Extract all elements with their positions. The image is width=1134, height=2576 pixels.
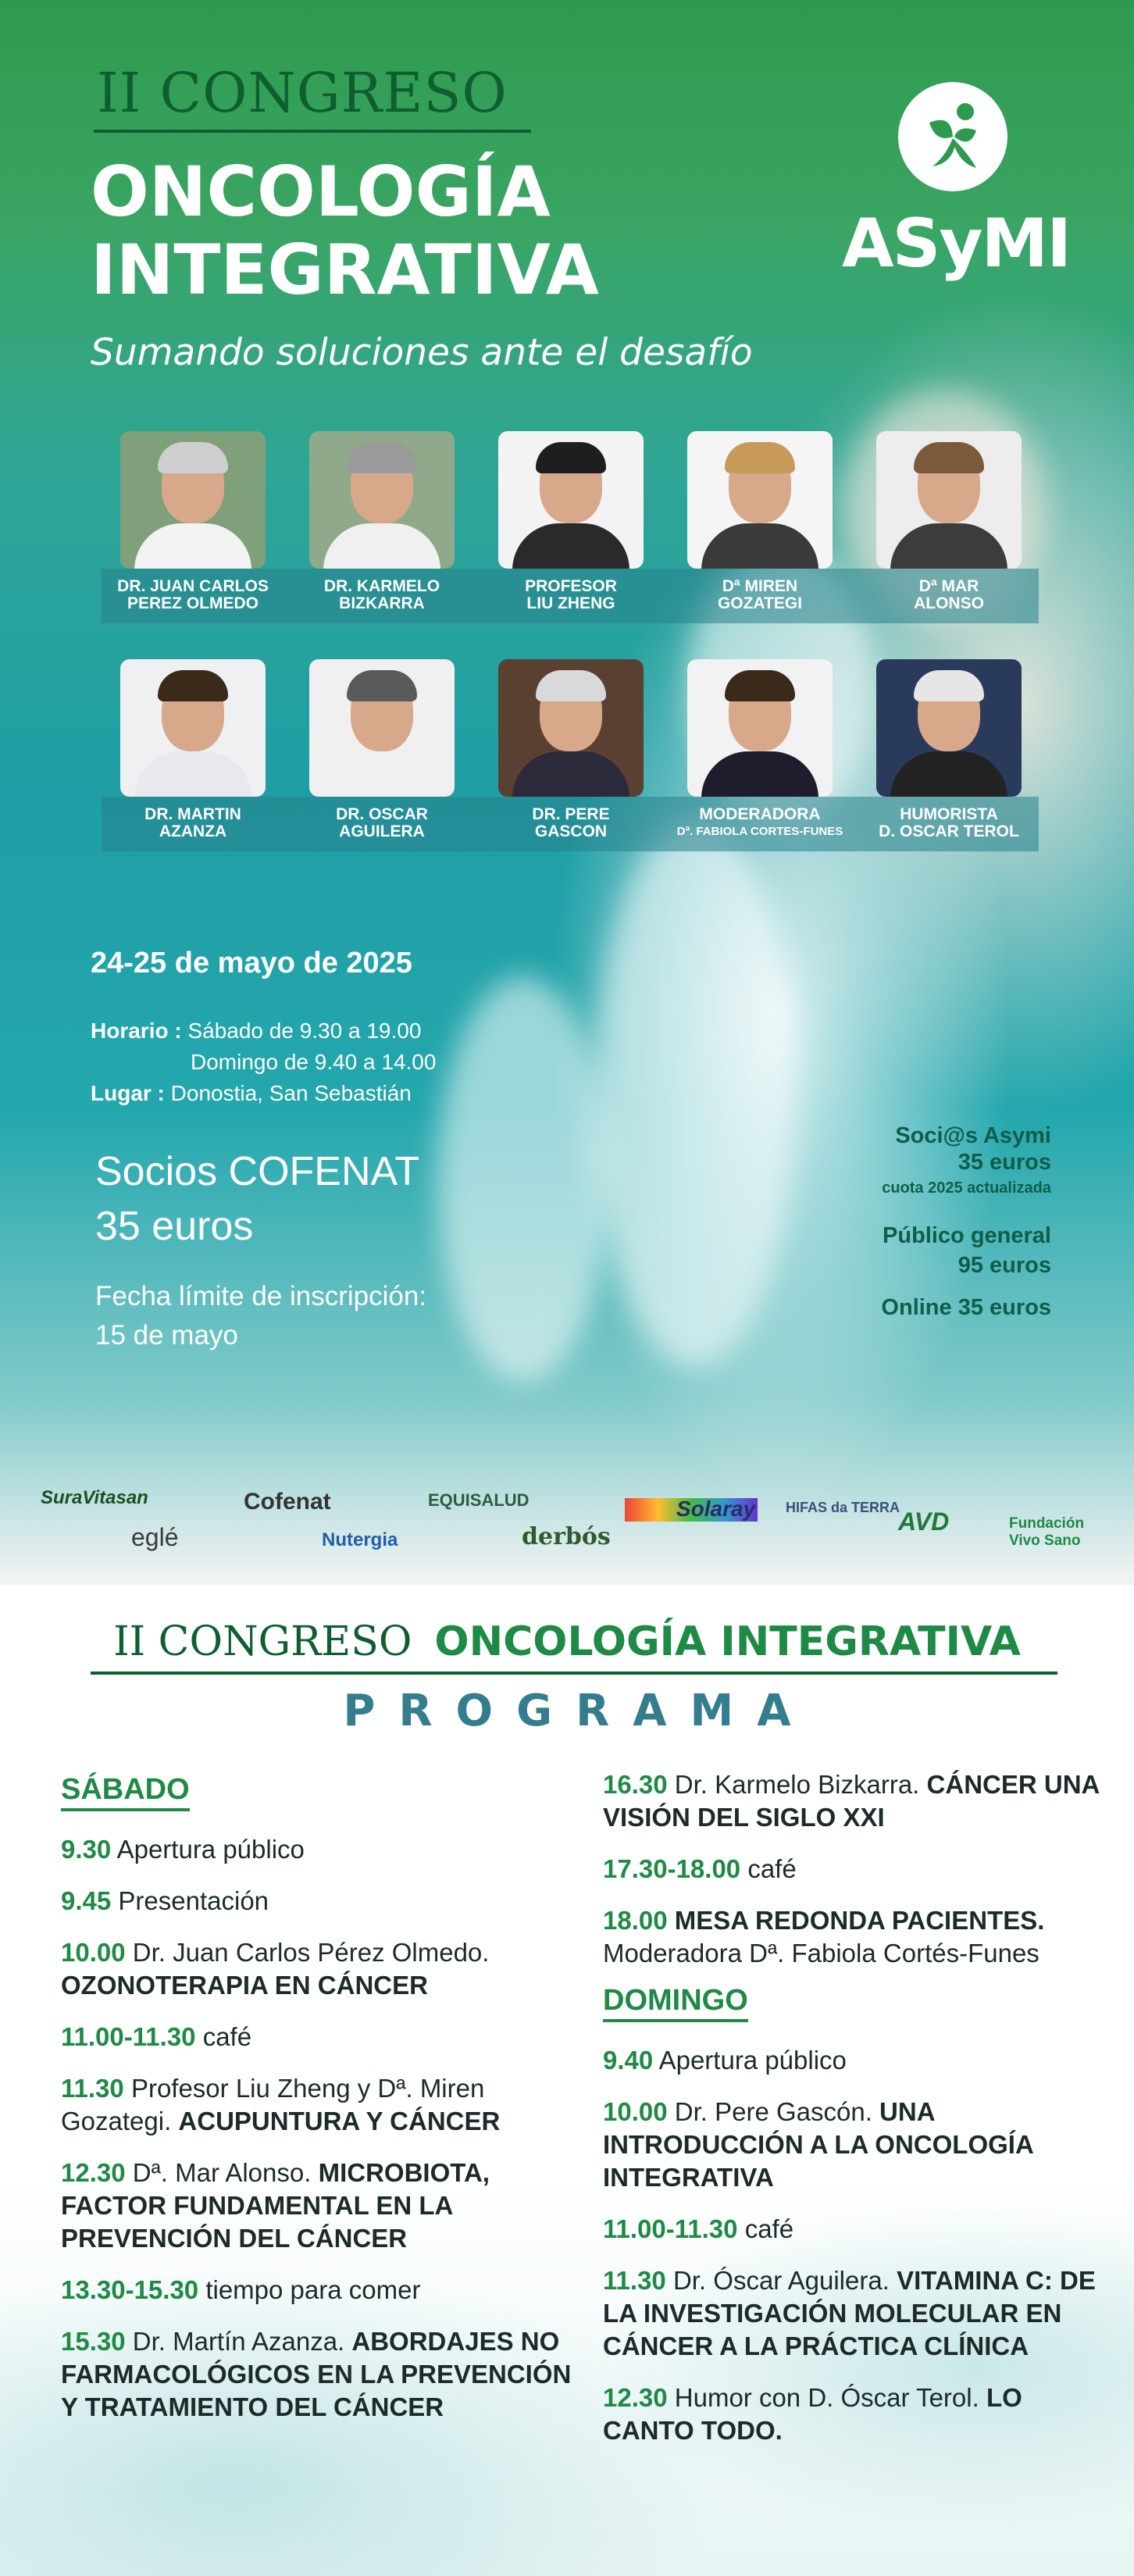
- speaker-name: DR. PERE GASCON: [532, 805, 610, 840]
- program-topic: ABORDAJES NO FARMACOLÓGICOS EN LA PREVENCIÓN Y TRATAMIENTO DEL CÁNCER: [61, 2327, 572, 2421]
- program-topic: LO CANTO TODO.: [603, 2383, 1022, 2445]
- program-speaker: tiempo para comer: [205, 2275, 421, 2304]
- program-item: [61, 2274, 576, 2307]
- speaker-name: DR. MARTIN AZANZA: [144, 805, 241, 840]
- program-item: [603, 2044, 1118, 2077]
- sponsor-avd: AVD: [898, 1507, 950, 1536]
- cuota-note: cuota 2025 actualizada: [882, 1179, 1051, 1197]
- program-topic: UNA INTRODUCCIÓN A LA ONCOLOGÍA INTEGRATIVA: [603, 2097, 1033, 2192]
- program-speaker: Dr. Pere Gascón.: [674, 2097, 872, 2126]
- sponsor-fundacion: Fundación: [1009, 1515, 1085, 1532]
- program-topic: MESA REDONDA PACIENTES.: [674, 1906, 1045, 1935]
- program-speaker: Humor con D. Óscar Terol.: [674, 2383, 979, 2412]
- program-topic: MICROBIOTA, FACTOR FUNDAMENTAL EN LA PREVENCIÓN DEL CÁNCER: [61, 2158, 490, 2253]
- program-time: 18.00: [603, 1906, 668, 1935]
- speaker-card: [687, 431, 833, 612]
- sponsor-solaray: Solaray: [676, 1497, 756, 1521]
- program-speaker: Dª. Mar Alonso.: [132, 2158, 312, 2187]
- program-item: [603, 2096, 1118, 2194]
- cofenat-label: Socios COFENAT: [95, 1149, 420, 1194]
- saturday-column: [61, 1773, 576, 2442]
- speaker-card: [498, 431, 644, 612]
- program-time: 9.45: [61, 1886, 112, 1915]
- socios-asymi: Soci@s Asymi: [895, 1123, 1051, 1148]
- publico-price: 95 euros: [957, 1253, 1051, 1278]
- program-item: [603, 1853, 1118, 1886]
- speaker-photo: [120, 659, 266, 797]
- speaker-card: [876, 659, 1022, 840]
- program-item: [61, 2157, 576, 2255]
- program-time: 12.30: [603, 2383, 668, 2412]
- online-price: Online 35 euros: [881, 1295, 1051, 1320]
- sponsor-nutergia: Nutergia: [322, 1529, 398, 1550]
- speaker-name: Dª MIREN GOZATEGI: [717, 577, 803, 612]
- program-title-b: ONCOLOGÍA INTEGRATIVA: [434, 1618, 1021, 1665]
- program-speaker: café: [202, 2022, 252, 2051]
- title-underline: [94, 130, 531, 133]
- program-title: [0, 1618, 1134, 1665]
- speaker-name: PROFESOR LIU ZHENG: [525, 577, 617, 612]
- program-speaker: Dr. Martín Azanza.: [132, 2327, 345, 2356]
- saturday-heading: SÁBADO: [61, 1773, 190, 1811]
- speaker-card: [120, 659, 266, 840]
- program-speaker: Apertura público: [116, 1835, 305, 1864]
- program-time: 9.30: [61, 1835, 112, 1864]
- sponsor-equisalud: EQUISALUD: [428, 1490, 530, 1510]
- speaker-card: [876, 431, 1022, 612]
- program-time: 16.30: [603, 1770, 668, 1799]
- program-speaker: Apertura público: [658, 2046, 847, 2075]
- sunday-heading: DOMINGO: [603, 1984, 748, 2022]
- program-time: 11.30: [61, 2074, 124, 2103]
- speaker-card: [117, 431, 269, 612]
- sponsor-hifas: HIFAS da TERRA: [786, 1500, 900, 1515]
- program-time: 9.40: [603, 2046, 654, 2075]
- program-item: [603, 2382, 1118, 2447]
- speaker-photo: [498, 431, 644, 569]
- program-item: [61, 1885, 576, 1918]
- speaker-name: HUMORISTA D. OSCAR TEROL: [879, 805, 1019, 840]
- sponsor-derbos: derbós: [522, 1523, 611, 1550]
- program-note: Moderadora Dª. Fabiola Cortés-Funes: [603, 1939, 1040, 1968]
- subtitle: Sumando soluciones ante el desafío: [91, 331, 753, 374]
- speaker-photo: [309, 431, 455, 569]
- speaker-name: DR. KARMELO BIZKARRA: [323, 577, 440, 612]
- program-time: 13.30-15.30: [61, 2275, 199, 2304]
- speaker-name: DR. JUAN CARLOS PEREZ OLMEDO: [117, 577, 269, 612]
- program-item: [603, 2264, 1118, 2363]
- lugar-line: Lugar : Donostia, San Sebastián: [91, 1081, 412, 1105]
- deadline-date: 15 de mayo: [95, 1320, 238, 1350]
- program-time: 12.30: [61, 2158, 126, 2187]
- program-item: [603, 2213, 1118, 2246]
- speaker-photo: [687, 659, 833, 797]
- program-topic: ACUPUNTURA Y CÁNCER: [178, 2107, 501, 2135]
- deadline-label: Fecha límite de inscripción:: [95, 1281, 427, 1311]
- speaker-photo: [498, 659, 644, 797]
- program-time: 10.00: [61, 1938, 126, 1967]
- speaker-card: [498, 659, 644, 840]
- event-dates: 24-25 de mayo de 2025: [91, 947, 412, 979]
- program-item: [603, 1904, 1118, 1970]
- speaker-photo: [687, 431, 833, 569]
- congreso-title: II CONGRESO: [97, 61, 508, 125]
- horario-line-2: Domingo de 9.40 a 14.00: [191, 1050, 437, 1074]
- program-speaker: café: [747, 1854, 797, 1883]
- program-speaker: café: [744, 2214, 794, 2243]
- speaker-photo: [876, 431, 1022, 569]
- cofenat-price: 35 euros: [95, 1204, 254, 1249]
- speaker-card: [676, 659, 843, 840]
- program-section: [0, 1586, 1134, 2576]
- title-line-1: ONCOLOGÍA: [91, 152, 551, 232]
- program-topic: OZONOTERAPIA EN CÁNCER: [61, 1971, 428, 2000]
- program-speaker: Dr. Karmelo Bizkarra.: [674, 1770, 920, 1799]
- speaker-card: [309, 659, 455, 840]
- sponsor-suravitasan: SuraVitasan: [41, 1487, 148, 1508]
- horario-line-1: Horario : Sábado de 9.30 a 19.00: [91, 1019, 422, 1043]
- publico-general: Público general: [883, 1223, 1051, 1248]
- speaker-name: MODERADORA Dª. FABIOLA CORTES-FUNES: [676, 805, 843, 838]
- program-time: 11.00-11.30: [61, 2022, 196, 2051]
- program-time: 17.30-18.00: [603, 1854, 741, 1883]
- speaker-photo: [120, 431, 266, 569]
- program-speaker: Presentación: [118, 1886, 269, 1915]
- program-item: [61, 2072, 576, 2138]
- speaker-name: DR. OSCAR AGUILERA: [336, 805, 428, 840]
- program-topic: CÁNCER UNA VISIÓN DEL SIGLO XXI: [603, 1770, 1100, 1832]
- program-topic: VITAMINA C: DE LA INVESTIGACIÓN MOLECULAR EN CÁNCER A LA PRÁCTICA CLÍNICA: [603, 2266, 1096, 2360]
- main-title: [91, 153, 599, 309]
- speaker-name: Dª MAR ALONSO: [914, 577, 984, 612]
- sponsor-cofenat: Cofenat: [244, 1489, 331, 1515]
- sponsor-vivo-sano: Vivo Sano: [1009, 1532, 1081, 1549]
- program-item: [603, 1768, 1118, 1834]
- program-item: [61, 2325, 576, 2424]
- program-speaker: Dr. Óscar Aguilera.: [672, 2266, 890, 2295]
- program-speaker: Dr. Juan Carlos Pérez Olmedo.: [132, 1938, 490, 1967]
- speaker-photo: [876, 659, 1022, 797]
- asymi-logo-icon: [898, 82, 1007, 191]
- program-item: [61, 1936, 576, 2002]
- program-time: 11.30: [603, 2266, 666, 2295]
- title-line-2: INTEGRATIVA: [91, 230, 599, 310]
- sponsor-logos: [0, 1459, 1134, 1568]
- speaker-card: [309, 431, 455, 612]
- asymi-logo-text: ASyMI: [842, 205, 1071, 283]
- program-item: [61, 2021, 576, 2053]
- program-item: [61, 1833, 576, 1866]
- program-time: 10.00: [603, 2097, 668, 2126]
- program-time: 15.30: [61, 2327, 126, 2356]
- program-title-a: II CONGRESO: [113, 1618, 412, 1665]
- saturday-sunday-column: [603, 1768, 1118, 2466]
- socios-price: 35 euros: [957, 1150, 1051, 1175]
- speaker-photo: [309, 659, 455, 797]
- program-speaker: Profesor Liu Zheng y Dª. Miren Gozategi.: [61, 2074, 485, 2135]
- sponsor-egle: eglé: [131, 1523, 179, 1551]
- program-title-underline: [91, 1672, 1057, 1675]
- programa-heading: PROGRAMA: [343, 1686, 815, 1736]
- program-time: 11.00-11.30: [603, 2214, 738, 2243]
